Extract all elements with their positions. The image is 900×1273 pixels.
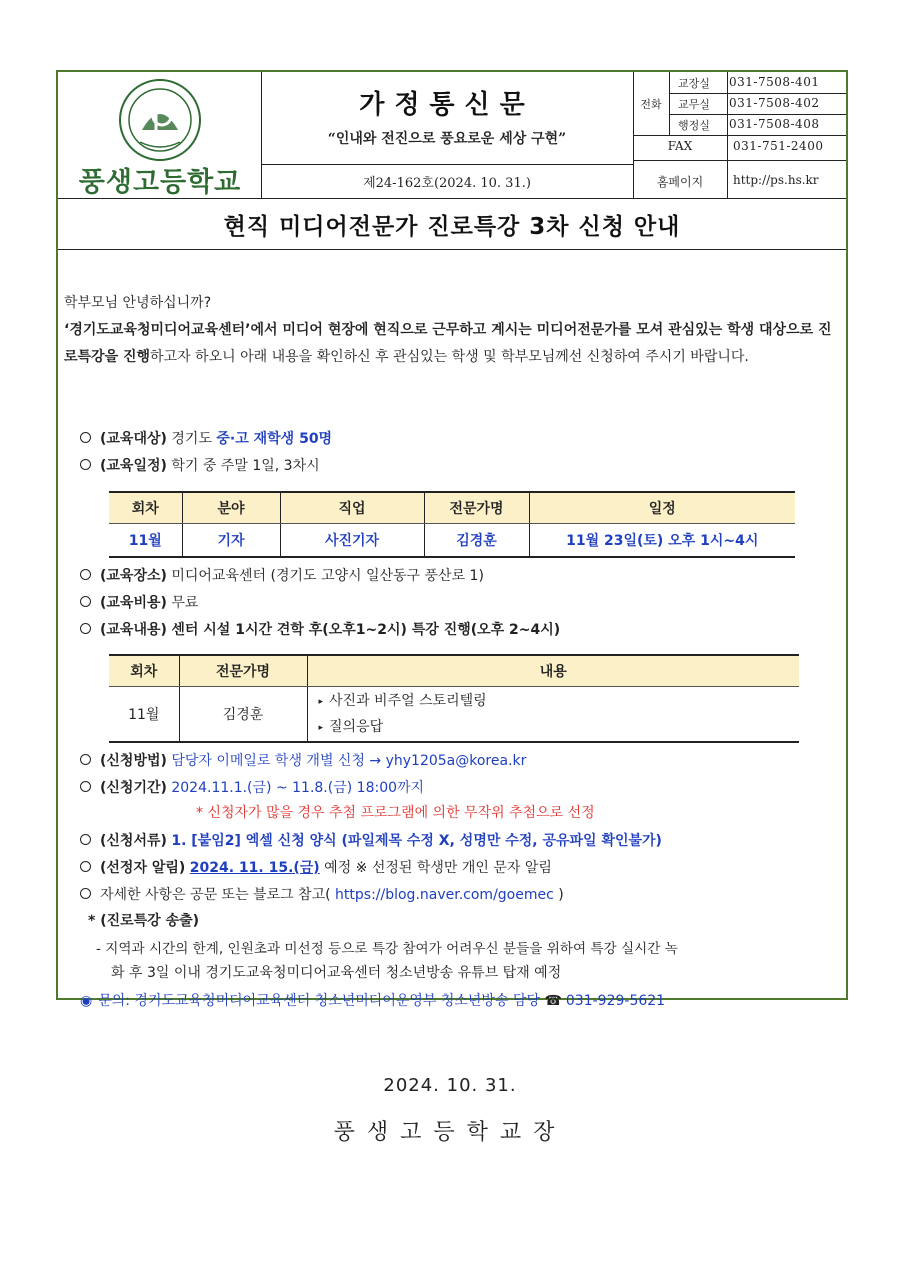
doc-number-cell (261, 164, 634, 198)
school-logo-cell (58, 72, 262, 198)
contact-row (633, 72, 846, 92)
letterhead (58, 72, 846, 199)
contact-row (633, 93, 846, 113)
table-header: 회차 (109, 655, 179, 687)
table-header: 회차 (109, 492, 182, 524)
item-docs: (신청서류) 1. [붙임2] 엑셀 신청 양식 (파일제목 수정 X, 성명만 수정, 공유파일 확인불가) (80, 830, 662, 850)
school-seal-icon (118, 78, 202, 162)
table-cell: 11월 (109, 687, 179, 743)
homepage-label: 홈페이지 (656, 175, 704, 189)
table-cell: 11월 23일(토) 오후 1시~4시 (529, 524, 795, 558)
table-header-row (109, 655, 799, 687)
broadcast-line-2: 화 후 3일 이내 경기도교육청미디어교육센터 청소년방송 유튜브 탑재 예정 (111, 965, 562, 981)
contact-value: 031-7508-401 (729, 75, 820, 89)
intro-bold: ‘경기도교육청미디어교육센터’에서 미디어 현장에 현직으로 근무하고 계시는 미디어전문가를 모셔 관심있는 학생 대상으로 진로특강을 진행 (64, 322, 832, 365)
table-cell: 사진기자 (280, 524, 424, 558)
item-method: (신청방법) 담당자 이메일로 학생 개별 신청 → yhy1205a@korea.kr (80, 750, 526, 770)
schedule-table (109, 491, 795, 558)
broadcast-line-1: - 지역과 시간의 한계, 인원초과 미선정 등으로 특강 참여가 어려우신 분들을 위하여 특강 실시간 녹 (96, 941, 678, 957)
principal-signature: 풍생고등학교장 (333, 1120, 567, 1145)
item-inquiry: ◉ 문의: 경기도교육청미디어교육센터 청소년미디어운영부 청소년방송 담당 ☎ 031-929-5621 (80, 993, 666, 1009)
item-schedule: (교육일정) 학기 중 주말 1일, 3차시 (80, 455, 320, 475)
table-header: 전문가명 (179, 655, 307, 687)
content-table (109, 654, 799, 743)
title-divider (58, 249, 846, 250)
fax-value: 031-751-2400 (733, 139, 824, 153)
phone-icon: ☎ (544, 993, 562, 1009)
phone-label: 전화 (633, 72, 670, 135)
table-header: 분야 (182, 492, 280, 524)
table-header: 내용 (307, 655, 799, 687)
contact-value: 031-7508-408 (729, 117, 820, 131)
intro-paragraph (64, 317, 836, 371)
contact-label: 교장실 (678, 77, 710, 90)
table-cell: 김경훈 (179, 687, 307, 743)
target-icon: ◉ (80, 993, 93, 1009)
doc-title: 가정통신문 (359, 90, 535, 120)
doc-number: 제24-162호(2024. 10. 31.) (363, 176, 531, 191)
fax-label: FAX (667, 139, 693, 153)
table-row (109, 687, 799, 743)
contact-value: 031-7508-402 (729, 96, 820, 110)
title-cell (261, 72, 634, 165)
item-notice: (선정자 알림) 2024. 11. 15.(금) 예정 ※ 선정된 학생만 개인 문자 알림 (80, 857, 552, 877)
intro-rest: 하고자 하오니 아래 내용을 확인하신 후 관심있는 학생 및 학부모님께선 신청하여 주시기 바랍니다. (150, 349, 749, 365)
table-header: 일정 (529, 492, 795, 524)
greeting: 학부모님 안녕하십니까? (64, 295, 212, 311)
item-target: (교육대상) 경기도 중·고 재학생 50명 (80, 428, 332, 448)
contact-label: 교무실 (678, 98, 710, 111)
school-name-logo: 풍생고등학교 (78, 167, 242, 198)
broadcast-label: * (진로특강 송출) (88, 913, 200, 929)
item-period: (신청기간) 2024.11.1.(금) ~ 11.8.(금) 18:00까지 (80, 777, 424, 797)
period-note: * 신청자가 많을 경우 추첨 프로그램에 의한 무작위 추첨으로 선정 (196, 805, 595, 821)
table-header-row (109, 492, 795, 524)
table-cell: 김경훈 (424, 524, 529, 558)
contact-row (633, 114, 846, 134)
issue-date: 2024. 10. 31. (383, 1075, 517, 1096)
topics-cell (307, 687, 799, 743)
list-item: ▸ 사진과 비주얼 스토리텔링 (318, 693, 487, 709)
bullet-icon: ▸ (318, 723, 324, 733)
table-cell: 11월 (109, 524, 182, 558)
table-header: 직업 (280, 492, 424, 524)
list-item: ▸ 질의응답 (318, 719, 384, 735)
table-header: 전문가명 (424, 492, 529, 524)
table-cell: 기자 (182, 524, 280, 558)
bullet-icon: ▸ (318, 697, 324, 707)
notice-title: 현직 미디어전문가 진로특강 3차 신청 안내 (223, 214, 681, 240)
homepage-link[interactable]: http://ps.hs.kr (733, 173, 819, 187)
table-row (109, 524, 795, 558)
item-place: (교육장소) 미디어교육센터 (경기도 고양시 일산동구 풍산로 1) (80, 565, 484, 585)
contact-table (633, 72, 846, 198)
item-detail: 자세한 사항은 공문 또는 블로그 참고( https://blog.naver.com/goemec ) (80, 884, 564, 904)
blog-link[interactable]: https://blog.naver.com/goemec (335, 887, 554, 903)
item-content: (교육내용) 센터 시설 1시간 견학 후(오후1~2시) 특강 진행(오후 2~4시) (80, 619, 560, 639)
school-slogan: “인내와 전진으로 풍요로운 세상 구현” (327, 131, 567, 147)
contact-label: 행정실 (678, 119, 710, 132)
item-cost: (교육비용) 무료 (80, 592, 198, 612)
